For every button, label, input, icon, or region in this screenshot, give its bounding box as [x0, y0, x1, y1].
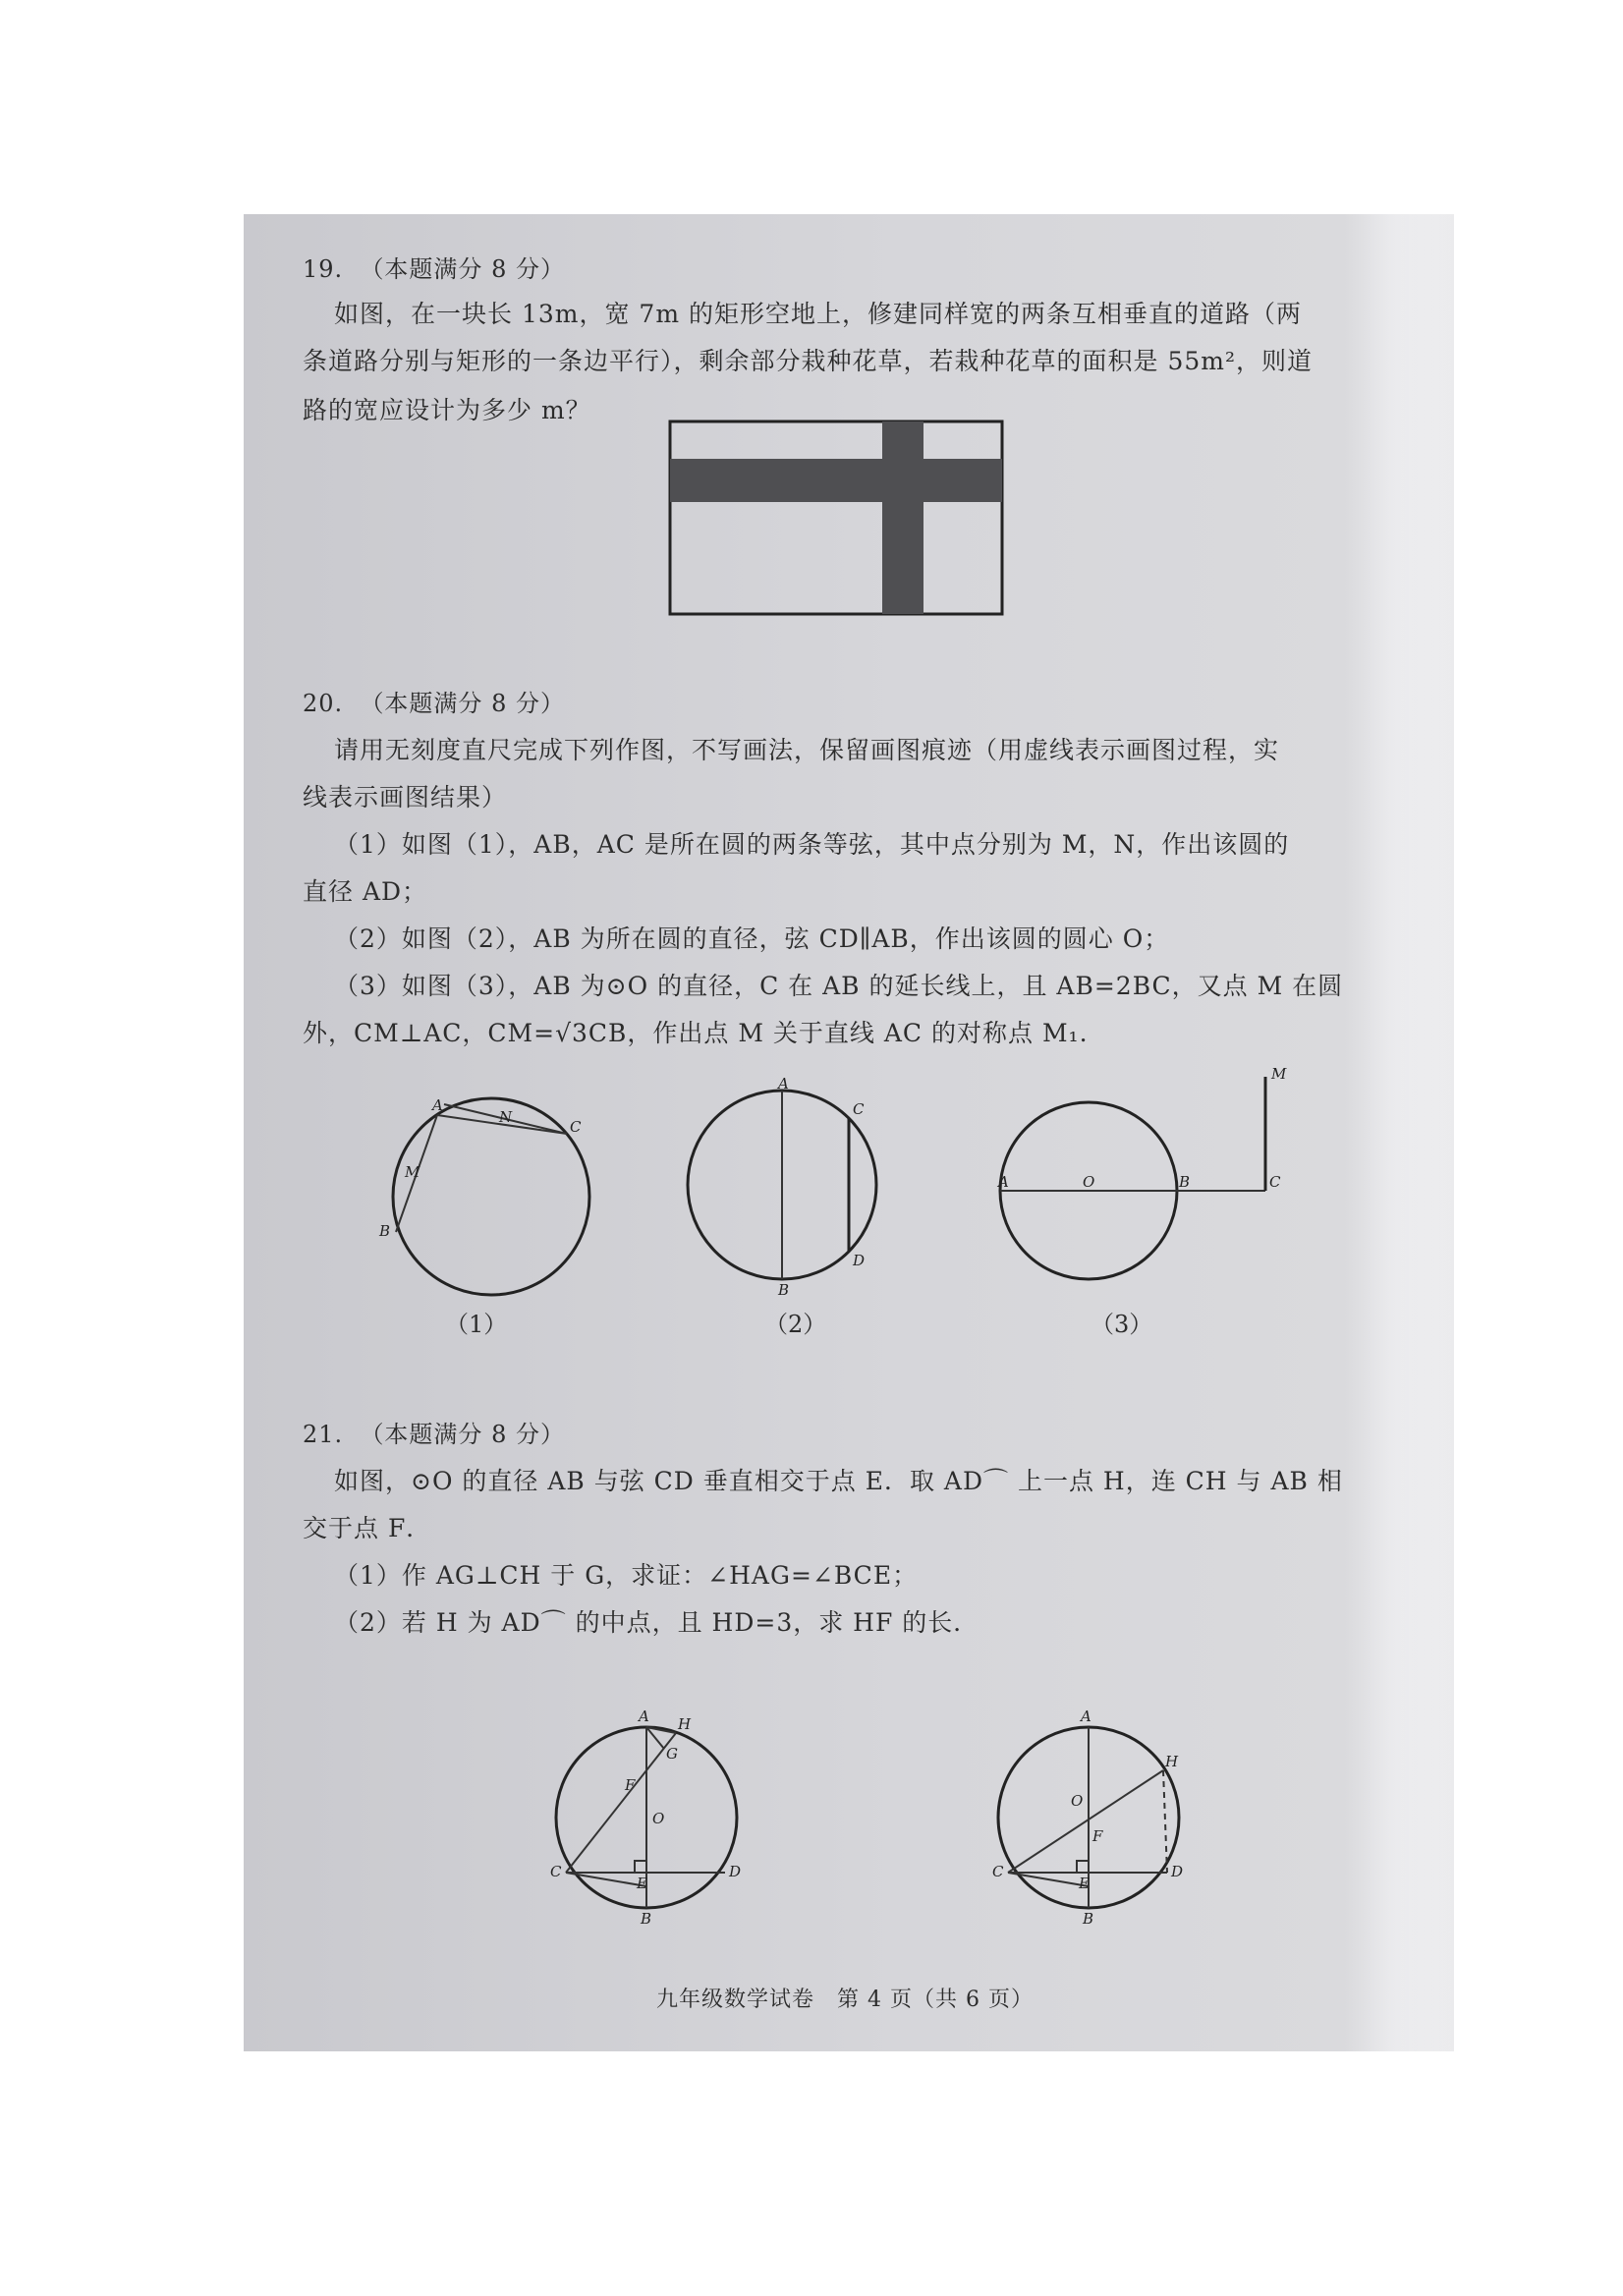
- q20-figure-2: [676, 1075, 892, 1299]
- q21-figure-right: [971, 1698, 1206, 1933]
- fig2-label-a: A: [778, 1075, 789, 1092]
- q21r-label-e: E: [1079, 1875, 1090, 1892]
- fig3-label-a: A: [998, 1173, 1009, 1191]
- q20-part3-line2: 外，CM⊥AC，CM=√3CB，作出点 M 关于直线 AC 的对称点 M₁.: [303, 1019, 1089, 1047]
- fig3-label-c: C: [1269, 1173, 1281, 1191]
- q21l-right-angle: [635, 1861, 646, 1873]
- fig2-label-c: C: [853, 1100, 865, 1118]
- q21r-line-cb: [1008, 1873, 1089, 1886]
- q21l-label-d: D: [729, 1863, 742, 1880]
- q21r-label-a: A: [1081, 1708, 1091, 1725]
- q21l-label-f: F: [625, 1776, 636, 1794]
- q19-score: （本题满分 8 分）: [360, 255, 565, 283]
- q20-text-line2: 线表示画图结果）: [303, 783, 508, 812]
- q21-part1: （1）作 AG⊥CH 于 G，求证：∠HAG=∠BCE；: [334, 1561, 919, 1590]
- q21-text-line1: 如图，⊙O 的直径 AB 与弦 CD 垂直相交于点 E．取 AD⌒ 上一点 H，连 CH 与 AB 相: [334, 1467, 1343, 1495]
- q21l-label-o: O: [652, 1810, 665, 1827]
- q21-score: （本题满分 8 分）: [360, 1421, 565, 1448]
- q19-text-line2: 条道路分别与矩形的一条边平行），剩余部分栽种花草，若栽种花草的面积是 55m²，则道: [303, 347, 1313, 375]
- q21r-label-f: F: [1092, 1827, 1103, 1845]
- q20-part1-line2: 直径 AD；: [303, 877, 428, 906]
- fig3-label-m: M: [1271, 1065, 1287, 1083]
- q21l-label-g: G: [666, 1745, 678, 1763]
- horizontal-road: [670, 459, 1002, 502]
- q20-number: 20.: [303, 690, 344, 717]
- q21-number: 21.: [303, 1421, 344, 1448]
- q21l-label-c: C: [550, 1863, 562, 1880]
- q21-part2: （2）若 H 为 AD⌒ 的中点，且 HD=3，求 HF 的长．: [334, 1608, 979, 1637]
- q20-part1-line1: （1）如图（1），AB，AC 是所在圆的两条等弦，其中点分别为 M，N，作出该圆的: [334, 830, 1290, 859]
- q19-number: 19.: [303, 255, 344, 283]
- q19-text-line3: 路的宽应设计为多少 m？: [303, 396, 591, 424]
- q20-score: （本题满分 8 分）: [360, 690, 565, 717]
- q21r-label-d: D: [1171, 1863, 1184, 1880]
- q19-text-line1: 如图，在一块长 13m，宽 7m 的矩形空地上，修建同样宽的两条互相垂直的道路（两: [334, 300, 1302, 328]
- q21r-line-hd: [1163, 1770, 1167, 1873]
- q21-heading: [303, 1415, 565, 1449]
- q21r-label-b: B: [1083, 1910, 1094, 1928]
- q21l-label-h: H: [678, 1715, 692, 1733]
- q20-figure-3: [1000, 1065, 1334, 1301]
- page-fold-shadow: [1344, 214, 1454, 2051]
- q20-part2: （2）如图（2），AB 为所在圆的直径，弦 CD∥AB，作出该圆的圆心 O；: [334, 924, 1170, 953]
- q19-heading: [303, 250, 565, 284]
- fig1-label-b: B: [379, 1222, 391, 1240]
- q21l-line-cb: [566, 1873, 646, 1886]
- q21-figure-left: [529, 1698, 764, 1933]
- q21-text-line2: 交于点 F．: [303, 1514, 432, 1542]
- fig2-label-d: D: [853, 1252, 866, 1269]
- exam-sheet: [244, 214, 1454, 2051]
- q20-text-line1: 请用无刻度直尺完成下列作图，不写画法，保留画图痕迹（用虚线表示画图过程，实: [334, 736, 1280, 764]
- q21l-label-a: A: [639, 1708, 649, 1725]
- fig1-circle: [393, 1098, 589, 1295]
- fig1-label-c: C: [570, 1118, 582, 1136]
- vertical-road: [882, 421, 923, 614]
- q20-figure-1: [362, 1087, 588, 1283]
- q21r-label-c: C: [992, 1863, 1004, 1880]
- q20-heading: [303, 684, 565, 718]
- field-rectangle: [670, 421, 1002, 614]
- fig1-label-m: M: [405, 1163, 420, 1181]
- q21r-label-o: O: [1071, 1792, 1084, 1810]
- q21l-label-b: B: [641, 1910, 652, 1928]
- q21r-label-h: H: [1165, 1753, 1179, 1770]
- page-footer: 九年级数学试卷 第 4 页（共 6 页）: [656, 1988, 1034, 2012]
- fig3-label-o: O: [1083, 1173, 1095, 1191]
- fig2-caption: （2）: [764, 1311, 827, 1338]
- fig1-caption: （1）: [445, 1311, 508, 1338]
- q20-part3-line1: （3）如图（3），AB 为⊙O 的直径，C 在 AB 的延长线上，且 AB=2BC，又点 M 在圆: [334, 972, 1344, 1000]
- fig1-label-n: N: [499, 1108, 513, 1126]
- fig3-label-b: B: [1179, 1173, 1191, 1191]
- q19-road-figure: [666, 416, 1010, 622]
- q21l-label-e: E: [637, 1875, 647, 1892]
- q21r-line-ch: [1008, 1770, 1163, 1873]
- fig3-caption: （3）: [1091, 1311, 1153, 1338]
- fig1-label-a: A: [432, 1096, 443, 1114]
- fig2-label-b: B: [778, 1281, 790, 1299]
- q21r-right-angle: [1077, 1861, 1089, 1873]
